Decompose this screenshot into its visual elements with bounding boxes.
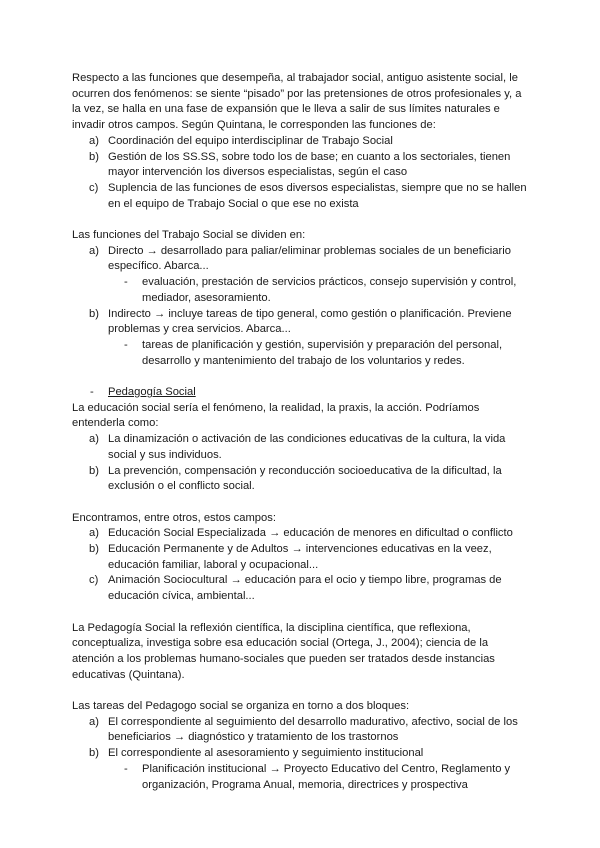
function-list — [72, 244, 532, 370]
definition-list — [72, 432, 532, 495]
list-item: b) Gestión de los SS.SS, sobre todo los de base; en cuanto a los sectoriales, tienen mayor intervención los diversos especialistas, según el caso — [89, 150, 511, 179]
sub-list — [125, 762, 532, 793]
tareas-list — [72, 715, 532, 794]
function-list — [72, 134, 532, 213]
list-item: b) La prevención, compensación y reconducción socioeducativa de la dificultad, la exclusión o el conflicto social. — [89, 464, 502, 493]
list-item: c) Animación Sociocultural → educación para el ocio y tiempo libre, programas de educación cívica, ambiental... — [89, 574, 502, 603]
paragraph: Las funciones del Trabajo Social se dividen en: — [72, 229, 306, 242]
list-item: a) Directo → desarrollado para paliar/eliminar problemas sociales de un beneficiario específico. Abarca... - evaluación, prestación de servicios prácticos, consejo supervisión y control, mediador, asesoramiento. — [72, 244, 532, 307]
list-item: a) Educación Social Especializada → educación de menores en dificultad o conflicto — [89, 527, 513, 540]
section-heading: - Pedagogía Social — [90, 386, 196, 399]
section-definicion — [72, 621, 532, 684]
list-item: a) Coordinación del equipo interdisciplinar de Trabajo Social — [89, 134, 393, 147]
sub-list-item: - evaluación, prestación de servicios prácticos, consejo supervisión y control, mediador, asesoramiento. — [124, 276, 517, 304]
sub-list — [125, 338, 532, 369]
list-item: b) El correspondiente al asesoramiento y seguimiento institucional - Planificación institucional → Proyecto Educativo del Centro, Reglamento y organización, Programa Anual, memoria, directrices y prospectiva — [72, 746, 532, 793]
section-tareas — [72, 699, 532, 793]
paragraph: La Pedagogía Social la reflexión científica, la disciplina científica, que reflexiona, conceptualiza, investiga sobre esa educación social (Ortega, J., 2004); ciencia de la atención a los problemas humano-sociales que pueden ser tratados desde instancias educativas (Quintana). — [72, 621, 495, 681]
sub-list — [125, 275, 532, 306]
list-item: a) La dinamización o activación de las condiciones educativas de la cultura, la vida social y sus individuos. — [89, 433, 506, 461]
paragraph: La educación social sería el fenómeno, la realidad, la praxis, la acción. Podríamos entenderla como: — [72, 401, 480, 430]
list-item: c) Suplencia de las funciones de esos diversos especialistas, siempre que no se hallen en el equipo de Trabajo Social o que ese no exista — [89, 181, 527, 210]
paragraph: Las tareas del Pedagogo social se organiza en torno a dos bloques: — [72, 700, 410, 713]
list-item: b) Educación Permanente y de Adultos → intervenciones educativas en la veez, educación familiar, laboral y ocupacional... — [89, 543, 492, 571]
section-funciones — [72, 228, 532, 369]
sub-list-item: - tareas de planificación y gestión, supervisión y preparación del personal, desarrollo y mantenimiento del trabajo de los voluntarios y redes. — [124, 338, 503, 367]
paragraph: Encontramos, entre otros, estos campos: — [72, 511, 276, 524]
list-item: b) Indirecto → incluye tareas de tipo general, como gestión o planificación. Previene problemas y crea servicios. Abarca... - tareas de planificación y gestión, supervisión y preparación del personal, desarrollo y mantenimiento del trabajo de los voluntarios y redes. — [72, 307, 532, 370]
sub-list-item: - Planificación institucional → Proyecto Educativo del Centro, Reglamento y organización, Programa Anual, memoria, directrices y prospectiva — [124, 762, 511, 791]
list-item: a) El correspondiente al seguimiento del desarrollo madurativo, afectivo, social de los beneficiarios → diagnóstico y tratamiento de los trastornos — [89, 715, 518, 744]
heading-text: Pedagogía Social — [108, 386, 196, 399]
section-trabajador-social — [72, 71, 532, 212]
document-page — [72, 71, 532, 809]
paragraph: Respecto a las funciones que desempeña, al trabajador social, antiguo asistente social, le ocurren dos fenómenos: se siente “pisado” por las pretensiones de otros profesionales y, a la vez, se halla en una fase de expansión que le lleva a salir de sus límites naturales e invadir otros campos. Según Quintana, le corresponden las funciones de: — [72, 72, 522, 132]
section-pedagogia-social — [72, 385, 532, 495]
section-campos — [72, 511, 532, 605]
campos-list — [72, 526, 532, 605]
